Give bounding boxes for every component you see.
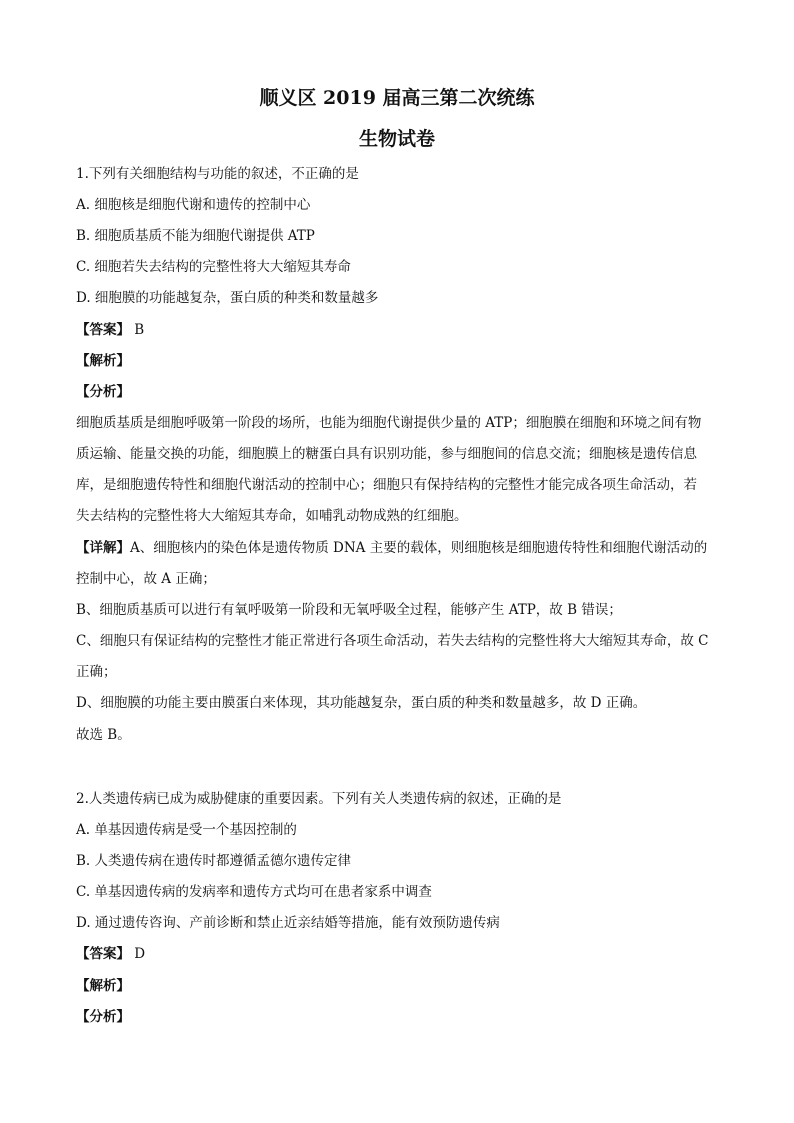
analysis-line: 失去结构的完整性将大大缩短其寿命，如哺乳动物成熟的红细胞。 [76, 508, 468, 524]
question-1-fenxi-label: 【分析】 [76, 384, 130, 400]
question-2-option-c: C. 单基因遗传病的发病率和遗传方式均可在患者家系中调查 [76, 884, 432, 900]
question-2-jiexi-label: 【解析】 [76, 978, 130, 994]
question-1-option-d: D. 细胞膜的功能越复杂，蛋白质的种类和数量越多 [76, 290, 379, 306]
detail-line: 正确； [76, 664, 117, 680]
question-2-option-a: A. 单基因遗传病是受一个基因控制的 [76, 822, 297, 838]
detail-label: 【详解】 [76, 540, 130, 556]
detail-line [76, 538, 726, 558]
question-1-option-b: B. 细胞质基质不能为细胞代谢提供 ATP [76, 228, 315, 244]
document-subtitle: 生物试卷 [358, 128, 435, 150]
analysis-line: 库，是细胞遗传特性和细胞代谢活动的控制中心；细胞只有保持结构的完整性才能完成各项生命活动，若 [76, 477, 697, 493]
question-1-jiexi-label: 【解析】 [76, 353, 130, 369]
question-1-answer [76, 320, 726, 340]
answer-value: D [134, 946, 146, 962]
question-2-fenxi-label: 【分析】 [76, 1009, 130, 1025]
answer-value: B [134, 322, 145, 338]
analysis-line: 细胞质基质是细胞呼吸第一阶段的场所，也能为细胞代谢提供少量的 ATP；细胞膜在细胞和环境之间有物 [76, 415, 702, 431]
detail-text: A、细胞核内的染色体是遗传物质 DNA 主要的载体，则细胞核是细胞遗传特性和细胞代谢活动的 [130, 540, 708, 556]
document-title: 顺义区 2019 届高三第二次统练 [259, 87, 535, 109]
question-1-option-c: C. 细胞若失去结构的完整性将大大缩短其寿命 [76, 259, 351, 275]
answer-label: 【答案】 [76, 322, 130, 338]
question-1-option-a: A. 细胞核是细胞代谢和遗传的控制中心 [76, 197, 311, 213]
detail-line: C、细胞只有保证结构的完整性才能正常进行各项生命活动，若失去结构的完整性将大大缩短其寿命，故 C [76, 633, 709, 649]
question-2-stem: 2.人类遗传病已成为威胁健康的重要因素。下列有关人类遗传病的叙述，正确的是 [76, 791, 562, 807]
detail-line: D、细胞膜的功能主要由膜蛋白来体现，其功能越复杂，蛋白质的种类和数量越多，故 D 正确。 [76, 695, 647, 711]
question-1-stem: 1.下列有关细胞结构与功能的叙述，不正确的是 [76, 166, 359, 182]
detail-line: 控制中心，故 A 正确； [76, 571, 216, 587]
question-2-option-b: B. 人类遗传病在遗传时都遵循孟德尔遗传定律 [76, 853, 352, 869]
analysis-line: 质运输、能量交换的功能，细胞膜上的糖蛋白具有识别功能，参与细胞间的信息交流；细胞核是遗传信息 [76, 446, 697, 462]
detail-line: B、细胞质基质可以进行有氧呼吸第一阶段和无氧呼吸全过程，能够产生 ATP，故 B 错误； [76, 602, 622, 618]
detail-line: 故选 B。 [76, 727, 131, 743]
answer-label: 【答案】 [76, 946, 130, 962]
question-2-answer [76, 944, 726, 964]
question-2-option-d: D. 通过遗传咨询、产前诊断和禁止近亲结婚等措施，能有效预防遗传病 [76, 915, 500, 931]
